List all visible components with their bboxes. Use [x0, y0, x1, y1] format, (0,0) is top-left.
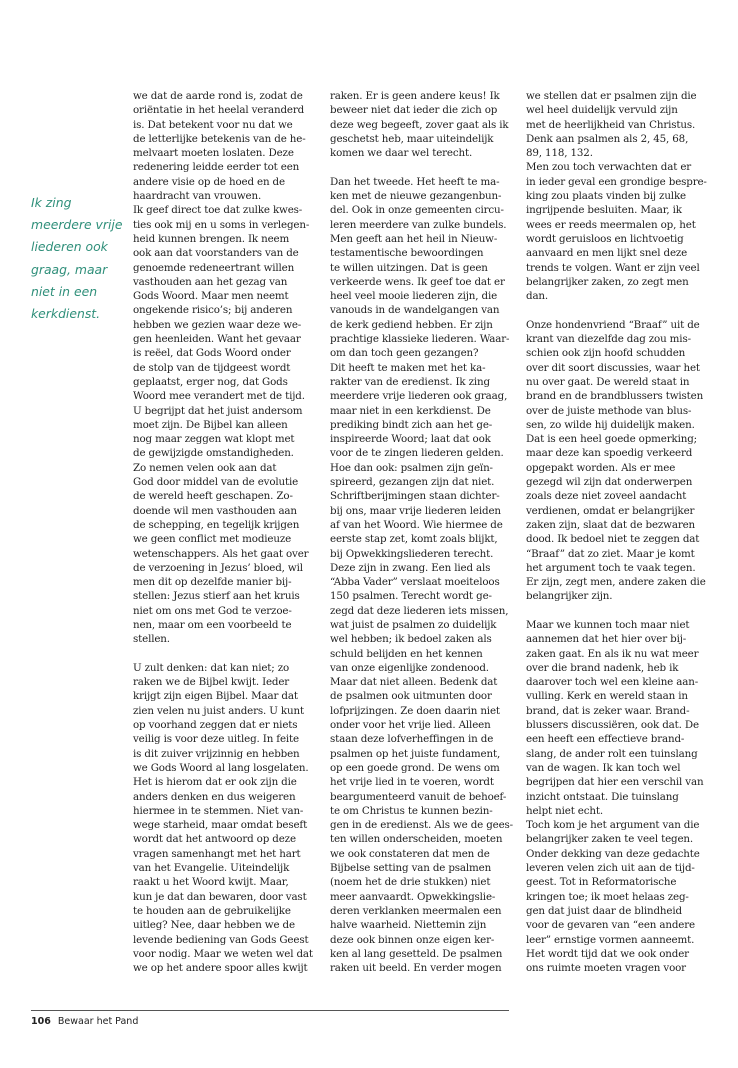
text-line: is reëel, dat Gods Woord onder: [133, 347, 291, 360]
text-line: Men zou toch verwachten dat er: [526, 161, 692, 174]
text-line: meerdere vrije liederen ook graag,: [330, 390, 508, 403]
text-line: wel heel duidelijk vervuld zijn: [526, 104, 678, 117]
text-line: Maar dat niet alleen. Bedenk dat: [330, 676, 498, 689]
text-line: wees er reeds meermalen op, het: [526, 218, 696, 231]
text-line: belangrijker zaken te veel tegen.: [526, 833, 694, 846]
text-line: gezegd wil zijn dat onderwerpen: [526, 476, 693, 489]
text-line: Dit heeft te maken met het ka-: [330, 361, 486, 374]
text-line: we dat de aarde rond is, zodat de: [133, 90, 303, 102]
text-line: van het Evangelie. Uiteindelijk: [133, 862, 290, 875]
text-line: deze weg begeeft, zover gaat als ik: [330, 118, 509, 131]
text-line: Bijbelse setting van de psalmen: [330, 862, 492, 875]
text-line: U zult denken: dat kan niet; zo: [133, 661, 290, 674]
text-line: genoemde redeneertrant willen: [133, 261, 295, 274]
text-line: zaken gaat. En als ik nu wat meer: [526, 647, 699, 660]
text-line: U begrijpt dat het juist andersom: [133, 404, 303, 417]
paragraph-gap: [330, 160, 508, 174]
text-line: krant van diezelfde dag zou mis-: [526, 333, 691, 346]
text-line: de verzoening in Jezus’ bloed, wil: [133, 561, 303, 574]
text-line: we op het andere spoor alles kwijt: [133, 962, 308, 975]
text-line: moet zijn. De Bijbel kan alleen: [133, 418, 288, 431]
text-line: vanouds in de wandelgangen van: [330, 304, 500, 317]
text-line: Het wordt tijd dat we ook onder: [526, 947, 689, 960]
text-line: voor de te zingen liederen gelden.: [330, 447, 504, 460]
text-line: geest. Tot in Reformatorische: [526, 876, 677, 889]
text-line: wetenschappers. Als het gaat over: [133, 547, 309, 560]
text-line: Onze hondenvriend “Braaf” uit de: [526, 318, 700, 331]
text-line: de wereld heeft geschapen. Zo-: [133, 490, 293, 503]
text-line: nen, maar om een voorbeeld te: [133, 618, 292, 631]
page-number: 106: [31, 1016, 51, 1027]
text-line: gen dat juist daar de blindheid: [526, 904, 682, 917]
text-line: ken al lang gesetteld. De psalmen: [330, 947, 503, 960]
text-line: verdienen, omdat er belangrijker: [526, 504, 695, 517]
text-line: deze ook binnen onze eigen ker-: [330, 933, 495, 946]
text-line: stellen: Jezus stierf aan het kruis: [133, 590, 300, 603]
text-line: om dan toch geen gezangen?: [330, 347, 479, 360]
text-line: de gewijzigde omstandigheden.: [133, 447, 294, 460]
text-line: dan.: [526, 290, 549, 303]
text-line: beargumenteerd vanuit de behoef-: [330, 790, 507, 803]
pull-quote: [31, 192, 121, 325]
text-line: het argument toch te vaak tegen.: [526, 561, 696, 574]
text-line: ken met de nieuwe gezangenbun-: [330, 190, 502, 203]
text-line: ons ruimte moeten vragen voor: [526, 962, 686, 975]
text-line: testamentische bewoordingen: [330, 247, 484, 260]
publication-title: Bewaar het Pand: [57, 1016, 139, 1027]
text-line: zien velen nu juist anders. U kunt: [133, 704, 304, 717]
text-line: sen, zo wilde hij duidelijk maken.: [526, 418, 695, 431]
text-line: van onze eigenlijke zondenood.: [330, 661, 489, 674]
paragraph-gap: [526, 303, 708, 317]
text-line: we Gods Woord al lang losgelaten.: [133, 761, 309, 774]
text-line: over de juiste methode van blus-: [526, 404, 692, 417]
text-line: is dit zuiver vrijzinnig en hebben: [133, 747, 300, 760]
text-line: andere visie op de hoed en de: [133, 175, 285, 188]
text-line: opgepakt worden. Als er mee: [526, 461, 676, 474]
paragraph-gap: [133, 647, 311, 661]
text-line: wel hebben; ik bedoel zaken als: [330, 633, 492, 646]
text-line: halve waarheid. Niettemin zijn: [330, 919, 487, 932]
text-line: raakt u het Woord kwijt. Maar,: [133, 876, 289, 889]
text-line: del. Ook in onze gemeenten circu-: [330, 204, 504, 217]
text-column-2: [330, 89, 514, 975]
text-line: belangrijker zijn.: [526, 590, 613, 603]
text-line: Gods Woord. Maar men neemt: [133, 290, 289, 303]
text-line: te willen uitzingen. Dat is geen: [330, 261, 488, 274]
text-line: stellen.: [133, 633, 170, 646]
text-line: geplaatst, erger nog, dat Gods: [133, 375, 288, 388]
text-line: Zo nemen velen ook aan dat: [133, 461, 277, 474]
text-line: leren meerdere van zulke bundels.: [330, 218, 507, 231]
text-line: voor nodig. Maar we weten wel dat: [133, 947, 313, 960]
text-line: redenering leidde eerder tot een: [133, 161, 300, 174]
text-line: haardracht van vrouwen.: [133, 190, 262, 203]
text-line: ongekende risico’s; bij anderen: [133, 304, 293, 317]
text-line: inzicht ontstaat. Die tuinslang: [526, 790, 679, 803]
paragraph-gap: [526, 604, 708, 618]
text-line: levende bediening van Gods Geest: [133, 933, 309, 946]
text-line: zaken zijn, slaat dat de bezwaren: [526, 518, 696, 531]
text-line: Deze zijn in zwang. Een lied als: [330, 561, 491, 574]
text-column-3: [526, 89, 708, 975]
text-line: psalmen op het juiste fundament,: [330, 747, 501, 760]
text-line: een heeft een effectieve brand-: [526, 733, 685, 746]
text-line: staan deze lofverheffingen in de: [330, 733, 494, 746]
text-line: ties ook mij en u soms in verlegen-: [133, 218, 310, 231]
text-line: deren verklanken meermalen een: [330, 904, 502, 917]
text-line: (noem het de drie stukken) niet: [330, 876, 491, 889]
pull-quote-line: Ik zing: [31, 195, 72, 210]
page-footer: [31, 1016, 138, 1027]
text-line: te om Christus te kunnen bezin-: [330, 804, 493, 817]
text-line: Er zijn, zegt men, andere zaken die: [526, 576, 706, 589]
text-line: prachtige klassieke liederen. Waar-: [330, 333, 510, 346]
text-line: 150 psalmen. Terecht wordt ge-: [330, 590, 492, 603]
text-line: brand en de brandblussers twisten: [526, 390, 704, 403]
text-line: anders denken en dus weigeren: [133, 790, 296, 803]
text-line: vulling. Kerk en wereld staan in: [526, 690, 688, 703]
text-line: belangrijker zaken, zo zegt men: [526, 275, 689, 288]
text-line: vasthouden aan het gezag van: [133, 275, 288, 288]
pull-quote-line: niet in een: [31, 283, 98, 299]
text-line: voor de gevaren van “een andere: [526, 919, 695, 932]
text-column-1: [133, 89, 311, 975]
text-line: kringen toe; ik moet helaas zeg-: [526, 890, 689, 903]
text-line: eerste stap zet, komt zoals blijkt,: [330, 533, 498, 546]
text-line: is. Dat betekent voor nu dat we: [133, 118, 293, 131]
text-line: inspireerde Woord; laat dat ook: [330, 433, 491, 446]
text-line: ingrijpende besluiten. Maar, ik: [526, 204, 682, 217]
text-line: de kerk gediend hebben. Er zijn: [330, 318, 493, 331]
text-line: heid kunnen brengen. Ik neem: [133, 232, 290, 245]
text-line: wordt dat het antwoord op deze: [133, 833, 296, 846]
text-line: doende wil men vasthouden aan: [133, 504, 297, 517]
text-line: Men geeft aan het heil in Nieuw-: [330, 232, 498, 245]
text-line: Onder dekking van deze gedachte: [526, 847, 700, 860]
text-line: leveren velen zich uit aan de tijd-: [526, 862, 695, 875]
text-line: over dit soort discussies, waar het: [526, 361, 700, 374]
text-line: zoals deze niet zoveel aandacht: [526, 490, 687, 503]
text-line: met de heerlijkheid van Christus.: [526, 118, 696, 131]
text-line: brand, dat is zeker waar. Brand-: [526, 704, 690, 717]
text-line: raken. Er is geen andere keus! Ik: [330, 90, 500, 102]
text-line: helpt niet echt.: [526, 804, 603, 817]
text-line: 89, 118, 132.: [526, 147, 593, 160]
text-line: nog maar zeggen wat klopt met: [133, 433, 295, 446]
text-line: veilig is voor deze uitleg. In feite: [133, 733, 299, 746]
text-line: af van het Woord. Wie hiermee de: [330, 518, 503, 531]
text-line: wege starheid, maar omdat beseft: [133, 819, 308, 832]
text-line: onder voor het vrije lied. Alleen: [330, 719, 491, 732]
text-line: verkeerde wens. Ik geef toe dat er: [330, 275, 505, 288]
pull-quote-line: kerkdienst.: [31, 306, 101, 322]
text-line: nu over gaat. De wereld staat in: [526, 375, 690, 388]
text-line: maar niet in een kerkdienst. De: [330, 404, 491, 417]
text-line: het vrije lied in te voeren, wordt: [330, 776, 494, 789]
text-line: hiermee in te stemmen. Niet van-: [133, 804, 304, 817]
text-line: van de wagen. Ik kan toch wel: [526, 761, 681, 774]
text-line: spireerd, gezangen zijn dat niet.: [330, 476, 495, 489]
text-line: daarover toch wel een kleine aan-: [526, 676, 699, 689]
text-line: God door middel van de evolutie: [133, 476, 299, 489]
text-line: ook aan dat voorstanders van de: [133, 247, 299, 260]
text-line: dood. Ik bedoel niet te zeggen dat: [526, 533, 700, 546]
text-line: leer” ernstige vormen aanneemt.: [526, 933, 695, 946]
footer-rule: [31, 1010, 509, 1011]
text-line: “Abba Vader” verslaat moeiteloos: [330, 576, 500, 589]
text-line: Schriftberijmingen staan dichter-: [330, 490, 500, 503]
text-line: we geen conflict met modieuze: [133, 533, 292, 546]
pull-quote-line: graag, maar: [31, 261, 108, 277]
text-line: we stellen dat er psalmen zijn die: [526, 90, 697, 102]
text-line: rakter van de eredienst. Ik zing: [330, 375, 490, 388]
text-line: komen we daar wel terecht.: [330, 147, 473, 160]
text-line: Denk aan psalmen als 2, 45, 68,: [526, 132, 689, 145]
text-line: men dit op dezelfde manier bij-: [133, 576, 292, 589]
text-line: Hoe dan ook: psalmen zijn geïn-: [330, 461, 493, 474]
text-line: vragen samenhangt met het hart: [133, 847, 301, 860]
text-line: gen heenleiden. Want het gevaar: [133, 333, 301, 346]
text-line: “Braaf” dat zo ziet. Maar je komt: [526, 547, 695, 560]
text-line: Dan het tweede. Het heeft te ma-: [330, 175, 500, 188]
text-line: te houden aan de gebruikelijke: [133, 904, 291, 917]
text-line: prediking bindt zich aan het ge-: [330, 418, 493, 431]
text-line: Toch kom je het argument van die: [526, 819, 700, 832]
text-line: meer aanvaardt. Opwekkingslie-: [330, 890, 496, 903]
text-line: Het is hierom dat er ook zijn die: [133, 776, 297, 789]
text-line: ten willen onderscheiden, moeten: [330, 833, 503, 846]
text-line: op een goede grond. De wens om: [330, 761, 500, 774]
text-line: op voorhand zeggen dat er niets: [133, 719, 298, 732]
text-line: trends te volgen. Want er zijn veel: [526, 261, 700, 274]
text-line: melvaart moeten loslaten. Deze: [133, 147, 294, 160]
text-line: de schepping, en tegelijk krijgen: [133, 518, 300, 531]
text-line: maar deze kan spoedig verkeerd: [526, 447, 693, 460]
text-line: oriëntatie in het heelal veranderd: [133, 104, 305, 117]
text-line: bij Opwekkingsliederen terecht.: [330, 547, 494, 560]
text-line: Ik geef direct toe dat zulke kwes-: [133, 204, 303, 217]
text-line: aanvaard en men lijkt snel deze: [526, 247, 688, 260]
text-line: geschetst heb, maar uiteindelijk: [330, 132, 494, 145]
text-line: hebben we gezien waar deze we-: [133, 318, 302, 331]
text-line: bij ons, maar vrije liederen leiden: [330, 504, 501, 517]
text-line: Woord mee verandert met de tijd.: [133, 390, 305, 403]
text-line: krijgt zijn eigen Bijbel. Maar dat: [133, 690, 298, 703]
text-line: blussers discussiëren, ook dat. De: [526, 719, 699, 732]
text-line: lofprijzingen. Ze doen daarin niet: [330, 704, 500, 717]
text-line: begrijpen dat hier een verschil van: [526, 776, 704, 789]
text-line: aannemen dat het hier over bij-: [526, 633, 687, 646]
text-line: king zou plaats vinden bij zulke: [526, 190, 686, 203]
text-line: gen in de eredienst. Als we de gees-: [330, 819, 514, 832]
text-line: Dat is een heel goede opmerking;: [526, 433, 697, 446]
text-line: raken we de Bijbel kwijt. Ieder: [133, 676, 290, 689]
text-line: over die brand nadenk, heb ik: [526, 661, 679, 674]
text-line: schien ook zijn hoofd schudden: [526, 347, 686, 360]
text-line: de letterlijke betekenis van de he-: [133, 132, 306, 145]
text-line: slang, de ander rolt een tuinslang: [526, 747, 698, 760]
text-line: beweer niet dat ieder die zich op: [330, 104, 498, 117]
text-line: schuld belijden en het kennen: [330, 647, 483, 660]
text-line: heel veel mooie liederen zijn, die: [330, 290, 498, 303]
text-line: wat juist de psalmen zo duidelijk: [330, 618, 497, 631]
text-line: de psalmen ook uitmunten door: [330, 690, 492, 703]
text-line: in ieder geval een grondige bespre-: [526, 175, 707, 188]
text-line: kun je dat dan bewaren, door vast: [133, 890, 307, 903]
pull-quote-line: meerdere vrije: [31, 217, 123, 233]
pull-quote-line: liederen ook: [31, 239, 108, 255]
text-line: wordt geruisloos en lichtvoetig: [526, 232, 684, 245]
text-line: de stolp van de tijdgeest wordt: [133, 361, 291, 374]
text-line: Maar we kunnen toch maar niet: [526, 618, 690, 631]
text-line: uitleg? Nee, daar hebben we de: [133, 919, 295, 932]
text-line: raken uit beeld. En verder mogen: [330, 962, 502, 975]
text-line: zegd dat deze liederen iets missen,: [330, 604, 509, 617]
text-line: niet om ons met God te verzoe-: [133, 604, 292, 617]
text-line: we ook constateren dat men de: [330, 847, 490, 860]
